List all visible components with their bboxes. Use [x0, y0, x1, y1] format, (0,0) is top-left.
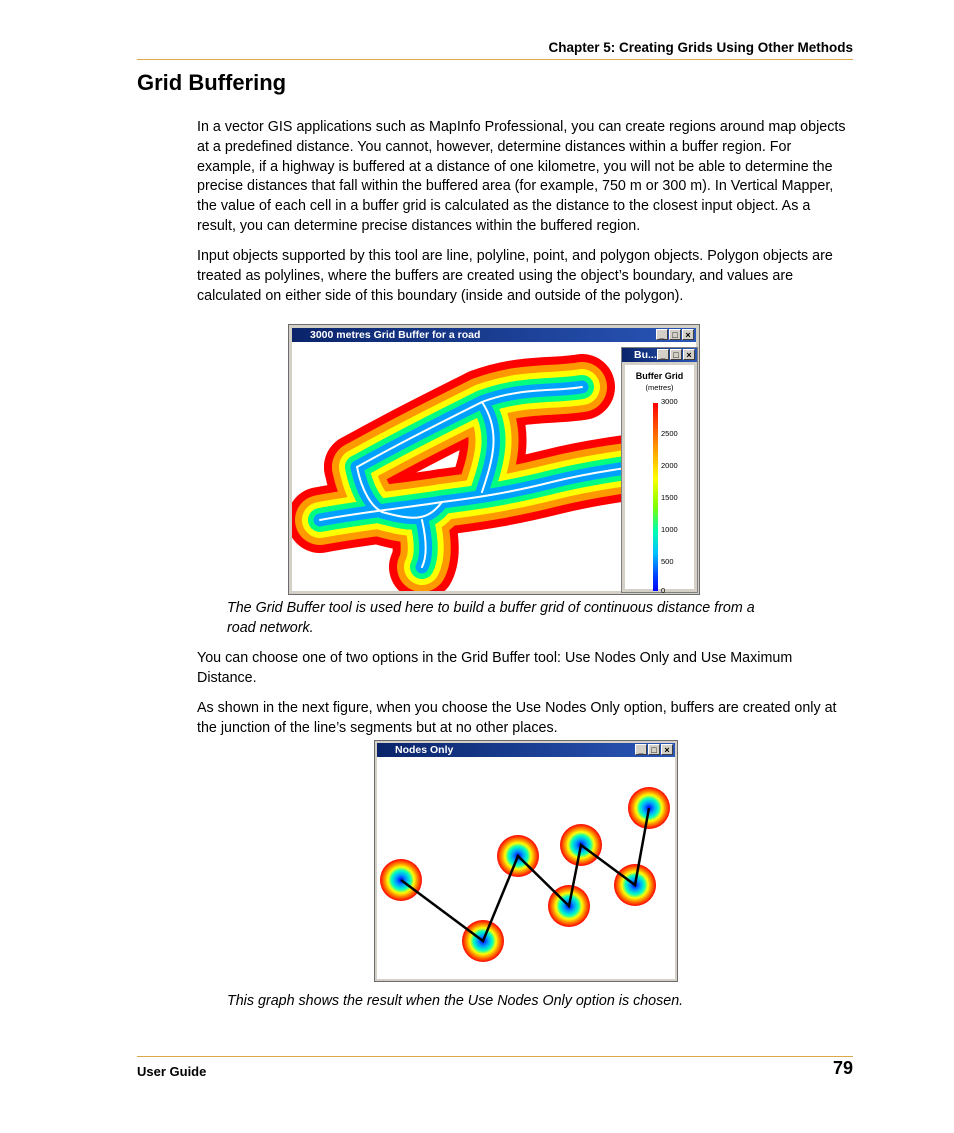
minimize-button[interactable]: _	[635, 744, 647, 755]
legend-tick: 2000	[661, 461, 678, 470]
legend-tick: 500	[661, 557, 674, 566]
grid-buffer-titlebar	[292, 328, 696, 342]
legend-tick: 1000	[661, 525, 678, 534]
maximize-button[interactable]: □	[648, 744, 660, 755]
legend-maximize-button[interactable]: □	[670, 349, 682, 360]
legend-color-ramp	[653, 403, 658, 591]
chapter-header: Chapter 5: Creating Grids Using Other Methods	[548, 40, 853, 55]
nodes-only-window-title: Nodes Only	[395, 744, 454, 756]
legend-tick: 0	[661, 586, 666, 595]
figure2-caption: This graph shows the result when the Use Nodes Only option is chosen.	[227, 993, 684, 1009]
nodes-only-map	[377, 757, 675, 979]
figure1-caption: The Grid Buffer tool is used here to build a buffer grid of continuous distance from a road network.	[227, 600, 755, 636]
page-title: Grid Buffering	[137, 70, 287, 95]
footer-rule	[137, 1056, 853, 1057]
legend-body	[625, 365, 694, 595]
header-rule	[137, 59, 853, 60]
legend-titlebar	[622, 348, 697, 362]
legend-tick: 3000	[661, 397, 678, 406]
nodes-only-window	[374, 740, 678, 982]
legend-minimize-button[interactable]: _	[657, 349, 669, 360]
legend-close-button[interactable]: ×	[683, 349, 695, 360]
page-number: 79	[832, 1058, 853, 1078]
paragraph-intro: In a vector GIS applications such as MapInfo Professional, you can create regions around map objects at a predefined distance. You cannot, however, determine distances within a buffer region. For example, if a highway is buffered at a distance of one kilometre, you will not be able to determine the precise distances that fall within the buffered area (for example, 750 m or 300 m). In Vertical Mapper, the value of each cell in a buffer grid is calculated as the distance to the closest input object. As a result, you can determine precise distances within the buffered region.	[197, 119, 846, 234]
paragraph-input-objects: Input objects supported by this tool are line, polyline, point, and polygon objects. Polygon objects are treated as polylines, where the buffers are created using the object’s boundary, and values are calculated on either side of this boundary (inside and outside of the polygon).	[197, 248, 833, 304]
legend-window	[621, 347, 698, 593]
legend-units: (metres)	[645, 383, 674, 392]
paragraph-options: You can choose one of two options in the Grid Buffer tool: Use Nodes Only and Use Maximum Distance.	[197, 650, 793, 686]
maximize-button[interactable]: □	[669, 329, 681, 340]
grid-buffer-window	[288, 324, 700, 595]
footer-guide-label: User Guide	[137, 1064, 207, 1079]
legend-title: Buffer Grid	[635, 371, 684, 381]
close-button[interactable]: ×	[661, 744, 673, 755]
close-button[interactable]: ×	[682, 329, 694, 340]
grid-buffer-window-title: 3000 metres Grid Buffer for a road	[310, 329, 481, 341]
buffer-nodes	[380, 787, 670, 962]
nodes-only-titlebar	[377, 743, 675, 757]
legend-tick: 2500	[661, 429, 678, 438]
paragraph-nodes-only: As shown in the next figure, when you choose the Use Nodes Only option, buffers are created only at the junction of the line’s segments but at no other places.	[197, 700, 837, 736]
minimize-button[interactable]: _	[656, 329, 668, 340]
legend-window-title: Bu...	[634, 349, 657, 361]
legend-tick: 1500	[661, 493, 678, 502]
